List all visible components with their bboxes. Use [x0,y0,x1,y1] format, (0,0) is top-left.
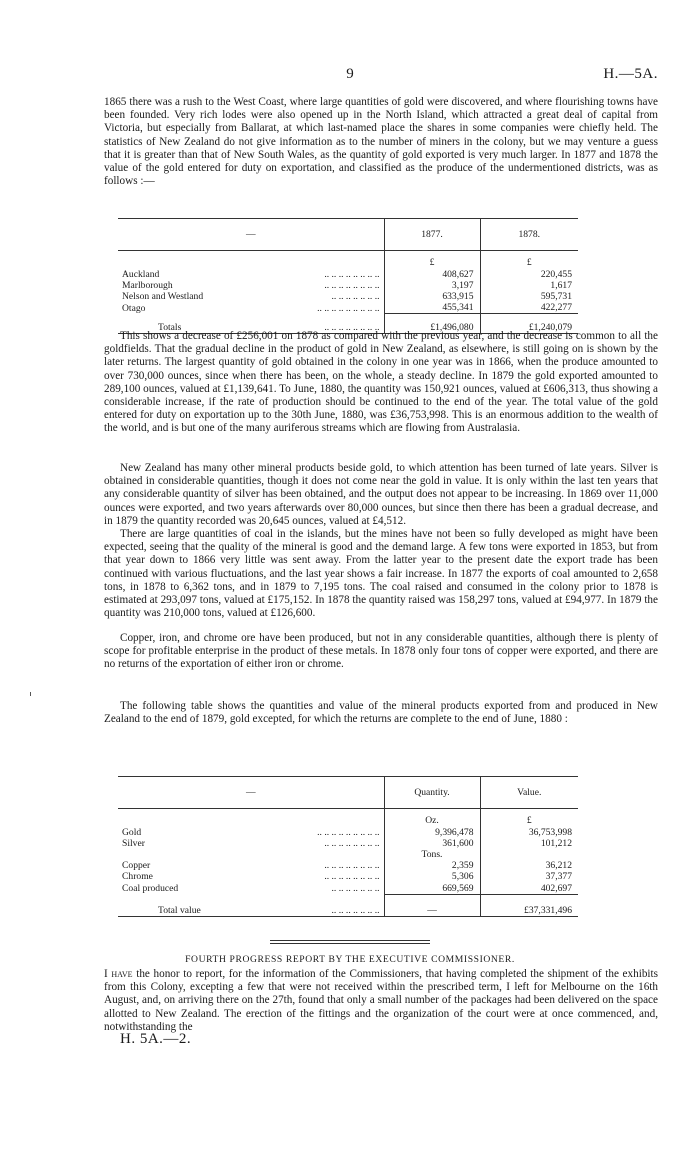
unit-ounces: Oz. [384,809,480,827]
leader-dots: .. .. .. .. .. .. .. .. [324,322,380,334]
section-heading: FOURTH PROGRESS REPORT BY THE EXECUTIVE COMMISSIONER. [185,954,515,965]
mineral-products-table [118,776,578,917]
paragraph-body: the honor to report, for the information of the Commissioners, that having completed the shipment of the exhibits from this Colony, excepting a few that were not received within the prescribed term, I left for Melbourne on the 16th August, and, on arriving there on the 27th, found that only a small number of the packages had been delivered on the space allotted to New Zealand. The erection of the fittings and the organization of the court were at once commenced, and, notwithstanding the [104,968,658,1033]
column-header-quantity: Quantity. [384,777,480,809]
cell-quantity: 9,396,478 [384,827,480,838]
paragraph-gold-west-coast: 1865 there was a rush to the West Coast, where large quantities of gold were discovered, and where flourishing towns have been founded. Very rich lodes were also opened up in the North Island, which attracted a great deal of capital from Victoria, but especially from Ballarat, at which last-named place the shares in some companies were chiefly held. The statistics of New Zealand do not give information as to the number of miners in the colony, but we may venture a guess that it is greater than that of New South Wales, as the quantity of gold exported is very much larger. In 1877 and 1878 the value of the gold entered for duty on exportation, and classified as the produce of the undermentioned districts, was as follows :— [104,96,658,188]
lead-words: I have [104,968,133,980]
row-label: Marlborough [122,279,173,291]
cell-value: 402,697 [480,883,578,895]
total-1878: £1,240,079 [480,314,578,334]
paragraph-fourth-report [104,968,658,1034]
cell-value: 220,455 [480,269,578,280]
paragraph-coal: There are large quantities of coal in the islands, but the mines have not been so fully developed as might have been expected, seeing that the quality of the mineral is good and the demand large. A few tons were exported in 1853, but from that year down to 1866 very little was sent away. From the latter year to the present date the export trade has been continued with various fluctuations, and the last year shows a fair increase. In 1877 the exports of coal amounted to 2,658 tons, in 1878 to 6,362 tons, and in 1879 to 7,195 tons. The coal raised and consumed in the colony prior to 1878 is estimated at 293,097 tons, valued at £175,152. In 1878 the quantity raised was 158,297 tons, valued at £94,977. In 1879 the quantity was 210,000 tons, valued at £126,600. [104,528,658,620]
column-header-1877: 1877. [384,219,480,251]
table-row [118,827,578,838]
paragraph-gold-decline: This shows a decrease of £256,001 on 1878 as compared with the previous year, and the decrease is common to all the goldfields. That the gradual decline in the product of gold in New Zealand, as elsewhere, is still going on is shown by the later returns. The largest quantity of gold obtained in the colony in one year was in 1866, when the produce amounted to over 730,000 ounces, since when there has been, on the whole, a steady decline. In 1879 the gold exported amounted to 289,100 ounces, valued at £1,139,641. To June, 1880, the quantity was 150,921 ounces, valued at £606,313, thus showing a considerable increase, if the rate of production should be continued to the end of the year. The total value of the gold entered for duty on exportation up to the 30th June, 1880, was £36,753,998. This is an enormous addition to the wealth of the world, and is but one of the many auriferous streams which are flowing from Australasia. [104,330,658,435]
cell-value: 36,212 [480,860,578,871]
row-label: Chrome [122,871,153,883]
margin-mark [30,692,31,696]
table-stub-head: — [118,219,384,251]
leader-dots: .. .. .. .. .. .. .. [331,883,380,895]
table-row [118,291,578,302]
unit-tons: Tons. [384,849,480,860]
table-row [118,860,578,871]
unit-pound: £ [480,809,578,827]
table-row [118,302,578,314]
cell-value: 633,915 [384,291,480,302]
cell-value: 1,617 [480,280,578,291]
total-value: £37,331,496 [480,894,578,916]
row-label: Auckland [122,268,160,280]
leader-dots: .. .. .. .. .. .. .. .. [324,268,380,280]
leader-dots: .. .. .. .. .. .. .. .. .. [317,302,380,314]
cell-value: 422,277 [480,302,578,314]
page-number: 9 [346,66,354,82]
row-label: Copper [122,860,151,872]
leader-dots: .. .. .. .. .. .. .. .. .. [317,826,380,838]
paragraph-table-intro: The following table shows the quantities and value of the mineral products exported from and produced in New Zealand to the end of 1879, gold excepted, for which the returns are complete to the end of June, 1880 : [104,700,658,726]
table-row [118,871,578,882]
row-label: Gold [122,826,142,838]
cell-quantity: 2,359 [384,860,480,871]
row-label: Coal produced [122,883,179,895]
section-divider [270,940,430,941]
totals-label: Totals [158,322,182,334]
table-row [118,838,578,849]
table-row [118,883,578,895]
unit-pound-1877: £ [384,251,480,269]
leader-dots: .. .. .. .. .. .. .. [331,290,380,302]
row-label: Silver [122,837,145,849]
cell-quantity: 5,306 [384,871,480,882]
table-row [118,269,578,280]
cell-quantity: 361,600 [384,838,480,849]
cell-value: 595,731 [480,291,578,302]
unit-pound-1878: £ [480,251,578,269]
table-stub-head: — [118,777,384,809]
cell-value: 101,212 [480,838,578,849]
row-label: Otago [122,302,146,314]
cell-value: 37,377 [480,871,578,882]
table-row [118,280,578,291]
paper-reference: H.—5A. [603,66,658,82]
cell-value: 455,341 [384,302,480,314]
leader-dots: .. .. .. .. .. .. .. .. [324,279,380,291]
paragraph-copper-iron-chrome: Copper, iron, and chrome ore have been produced, but not in any considerable quantities, although there is plenty of scope for profitable enterprise in the product of these metals. In 1878 only four tons of copper were exported, and there are no returns of the exportation of either iron or chrome. [104,632,658,671]
gold-export-table [118,218,578,334]
leader-dots: .. .. .. .. .. .. .. .. [324,837,380,849]
leader-dots: .. .. .. .. .. .. .. .. [324,871,380,883]
cell-value: 36,753,998 [480,827,578,838]
totals-row [118,894,578,916]
leader-dots: .. .. .. .. .. .. .. [331,904,380,916]
column-header-value: Value. [480,777,578,809]
totals-label: Total value [158,904,201,916]
cell-value: 3,197 [384,280,480,291]
leader-dots: .. .. .. .. .. .. .. .. [324,860,380,872]
row-label: Nelson and Westland [122,290,204,302]
cell-value: 408,627 [384,269,480,280]
section-divider [270,943,430,944]
total-1877: £1,496,080 [384,314,480,334]
cell-quantity: 669,569 [384,883,480,895]
total-quantity: — [384,894,480,916]
paragraph-silver: New Zealand has many other mineral products beside gold, to which attention has been turned of late years. Silver is obtained in considerable quantities, though it does not come near the gold in value. It is only within the last ten years that any considerable quantity of silver has been obtained, and the output does not appear to be increasing. In 1869 over 11,000 ounces were exported, and two years afterwards over 80,000 ounces, but since then there has been a gradual decrease, and in 1879 the quantity recorded was 20,645 ounces, valued at £4,512. [104,462,658,527]
column-header-1878: 1878. [480,219,578,251]
signature-mark: H. 5A.—2. [120,1031,192,1047]
